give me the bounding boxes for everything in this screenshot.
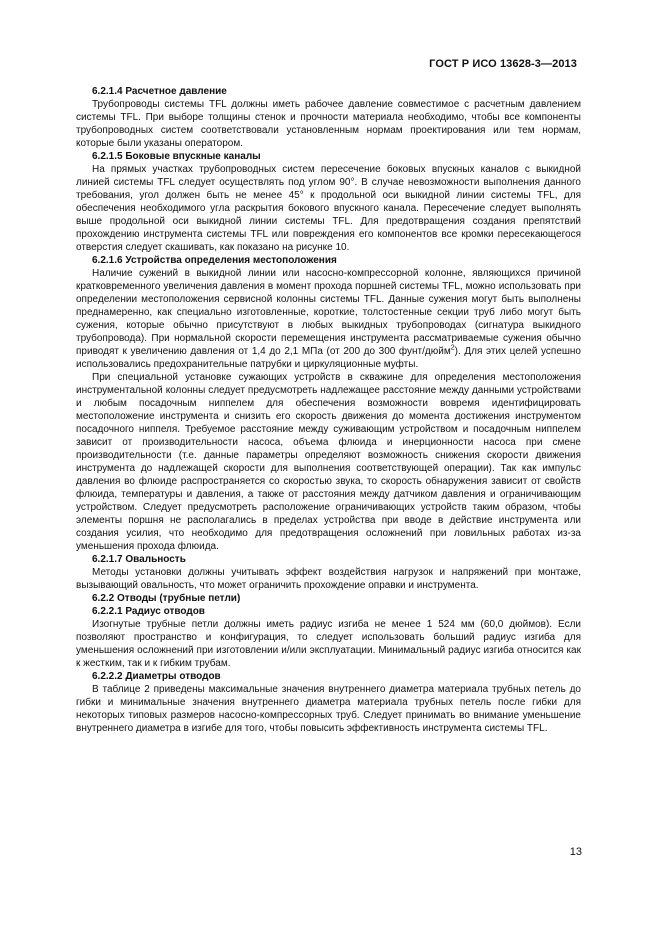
- paragraph-bend-diameters: В таблице 2 приведены максимальные значения внутреннего диаметра материала трубных петель до гибки и минимальные значения внутреннего диаметра материала трубных петель после гибки для некоторых типовых размеров насосно-компрессорных труб. Следует принимать во внимание уменьшение внутреннего диаметра в изгибе для того, чтобы повысить эффективность инструмента системы TFL.: [76, 684, 581, 734]
- paragraph-side-inlets: На прямых участках трубопроводных систем пересечение боковых впускных каналов с выкидной линией системы TFL следует осуществлять под углом 90°. В случае невозможности выполнения данного требования, угол должен быть не менее 45° к продольной оси выкидной линии системы TFL, для обеспечения необходимого угла раскрытия бокового впускного канала. Пересечение следует выполнять выше продольной оси выкидной линии системы TFL. Для предотвращения создания препятствий прохождению инструмента системы TFL или повреждения его компонентов все кромки пересекающегося отверстия следует скашивать, как показано на рисунке 10.: [76, 164, 581, 253]
- document-body: [76, 85, 581, 735]
- document-code-header: ГОСТ Р ИСО 13628-3—2013: [429, 58, 577, 70]
- section-heading-6-2-2-1: 6.2.2.1 Радиус отводов: [92, 606, 205, 617]
- section-heading-6-2-2: 6.2.2 Отводы (трубные петли): [92, 593, 241, 604]
- superscript: 2: [450, 344, 455, 352]
- paragraph-design-pressure: Трубопроводы системы TFL должны иметь рабочее давление совместимое с расчетным давлением системы TFL. При выборе толщины стенок и прочности материала необходимо, чтобы все компоненты трубопроводных систем соответствовали установленным нормам проектирования или тем нормам, которые были указаны оператором.: [76, 99, 581, 149]
- page-number: 13: [569, 846, 582, 858]
- section-heading-6-2-1-4: 6.2.1.4 Расчетное давление: [92, 86, 227, 97]
- section-heading-6-2-1-5: 6.2.1.5 Боковые впускные каналы: [92, 151, 261, 162]
- paragraph-location-devices-2: При специальной установке сужающих устройств в скважине для определения местоположения инструментальной колонны следует предусмотреть надлежащее расстояние между данными устройствами и любым посадочным ниппелем для обеспечения возможности вовремя идентифицировать местоположение инструмента и снизить его скорость движения до момента достижения инструментом посадочного ниппеля. Требуемое расстояние между суживающим устройством и посадочным ниппелем зависит от производительности насоса, объема флюида и инерционности насоса при смене производительности (т.е. данные параметры определяют возможность снижения скорости движения инструмента до надлежащей скорости для выполнения соответствующей операции). Так как импульс давления во флюиде распространяется со скоростью звука, то скорость обнаружения зависит от свойств флюида, температуры и давления, а также от расстояния между датчиком давления и ограничивающим устройством. Следует предусмотреть расположение ограничивающих устройств таким образом, чтобы элементы поршня не располагались в пределах устройства при вводе в действие инструмента или создания усилия, что необходимо для предотвращения осложнений при ловильных работах из-за уменьшения прохода флюида.: [76, 372, 581, 552]
- paragraph-location-devices-1: [60, 267, 581, 371]
- paragraph-bend-radius: Изогнутые трубные петли должны иметь радиус изгиба не менее 1 524 мм (60,0 дюймов). Если позволяют пространство и конфигурация, то следует использовать больший радиус изгиба для уменьшения осложнений при изготовлении и/или эксплуатации. Минимальный радиус изгиба относится как к жестким, так и к гибким трубам.: [76, 619, 581, 669]
- paragraph-text: Наличие сужений в выкидной линии или насосно-компрессорной колонне, являющихся причиной кратковременного увеличения давления в момент прохода поршней системы TFL, можно использовать при определении местоположения сервисной колонны системы TFL. Данные сужения могут быть выполнены преднамеренно, как специально изготовленные, короткие, толстостенные секции труб либо могут быть сужения, которые обычно присутствуют в любых выкидных трубопроводах (сигнатура выкидного трубопровода). При нормальной скорости перемещения инструмента рассматриваемые сужения обычно приводят к увеличению давления от 1,4 до 2,1 МПа (от 200 до 300 фунт/дюйм: [76, 268, 581, 357]
- section-heading-6-2-2-2: 6.2.2.2 Диаметры отводов: [92, 671, 221, 682]
- paragraph-tail: ). Для этих целей успешно использовались предохранительные патрубки и циркуляционные муфты.: [76, 346, 581, 370]
- section-heading-6-2-1-6: 6.2.1.6 Устройства определения местоположения: [92, 255, 337, 266]
- section-heading-6-2-1-7: 6.2.1.7 Овальность: [92, 554, 186, 565]
- paragraph-ovality: Методы установки должны учитывать эффект воздействия нагрузок и напряжений при монтаже, вызывающий овальность, что может ограничить прохождение оправки и инструмента.: [76, 567, 581, 591]
